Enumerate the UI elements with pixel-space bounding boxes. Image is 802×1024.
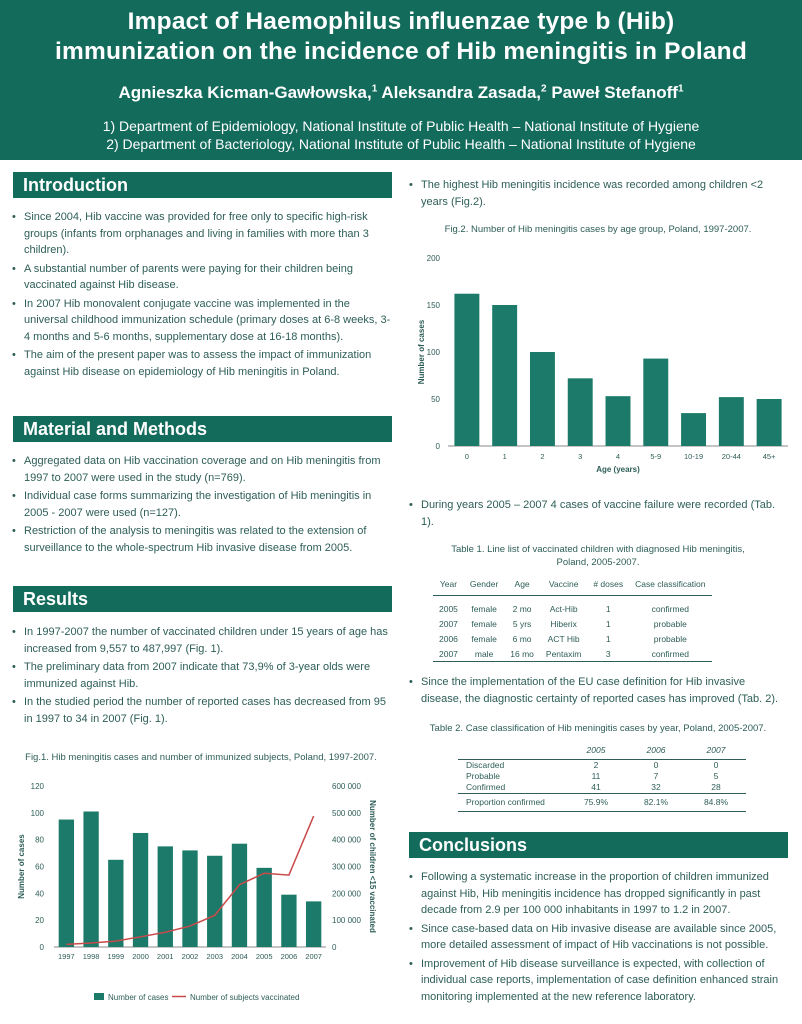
- fig1-xtick-label: 1998: [82, 952, 100, 961]
- fig1-ytick-label: 20: [35, 916, 44, 926]
- t1-cell: probable: [653, 633, 687, 644]
- fig1-legend-bar-label: Number of cases: [108, 993, 169, 1002]
- t2-cell: 11: [591, 771, 601, 781]
- t2-cell: 0: [713, 760, 719, 770]
- t2-h-blank: [458, 743, 566, 760]
- t2-cell: 84.8%: [686, 794, 746, 812]
- title-line-2: immunization on the incidence of Hib meningitis in Poland: [55, 38, 747, 65]
- intro-bullet-1: • Since 2004, Hib vaccine was provided for free only to specific high-risk groups (infants from orphanages and living in families with more than 3 children).: [12, 209, 394, 259]
- fig1-bar: [108, 860, 123, 947]
- fig2-xtick-label: 1: [502, 452, 507, 461]
- fig1-xtick-label: 2007: [305, 952, 322, 961]
- fig1-ytick-label: 120: [30, 782, 44, 791]
- results-list: [12, 624, 394, 729]
- fig1-ytick-right-label: 400 000: [332, 835, 361, 845]
- t2-cell: 0: [653, 760, 659, 770]
- fig1-ytick-right-label: 200 000: [332, 889, 361, 899]
- fig2-bar: [681, 413, 706, 446]
- fig1-xtick-label: 2000: [132, 952, 149, 961]
- fig1-bar: [257, 868, 272, 947]
- conclusion-bullet-1: • Following a systematic increase in the proportion of children immunized against Hib, Hib meningitis incidence has dropped significantly in past decade from 2.9 per 100 000 inhabitants in 1997 to 1.2 in 2007.: [409, 869, 789, 919]
- fig1-bar: [207, 856, 222, 947]
- fig2-xlabel: Age (years): [596, 465, 640, 474]
- conclusion-bullet-2: • Since case-based data on Hib invasive disease are available since 2005, more detailed assessment of impact of Hib vaccinations is not possible.: [409, 921, 789, 954]
- intro-bullet-2: • A substantial number of parents were paying for their children being vaccinated against Hib disease.: [12, 261, 394, 294]
- fig1-chart: [6, 770, 396, 1015]
- fig2-xtick-label: 45+: [762, 452, 776, 461]
- age-bullet-list: [409, 177, 787, 212]
- authors: [0, 83, 802, 103]
- results-bullet-1: • In 1997-2007 the number of vaccinated children under 15 years of age has increased from 9,557 to 487,997 (Fig. 1).: [12, 624, 394, 657]
- affiliation-2: 2) Department of Bacteriology, National Institute of Public Health – National Institute of Hygiene: [106, 136, 696, 152]
- table1-caption: [409, 543, 787, 569]
- table1-caption-line1: Table 1. Line list of vaccinated children with diagnosed Hib meningitis,: [451, 544, 745, 555]
- fig2-bar: [606, 396, 631, 446]
- t1-h-vaccine: Vaccine: [540, 576, 587, 596]
- fig2-ytick-label: 200: [426, 254, 440, 263]
- t1-cell: female: [471, 633, 497, 644]
- fig2-ylabel: Number of cases: [417, 319, 426, 385]
- author-3-affil: 1: [677, 83, 684, 95]
- t1-cell: female: [471, 618, 497, 629]
- methods-bullet-3: • Restriction of the analysis to meningitis was related to the extension of surveillance to the whole-spectrum Hib invasive disease from 2005.: [12, 523, 394, 556]
- fig1-ylabel-right: Number of children <15 vaccinated: [368, 800, 377, 933]
- t1-cell: 2005: [439, 603, 458, 614]
- table2-caption: Table 2. Case classification of Hib meningitis cases by year, Poland, 2005-2007.: [429, 723, 767, 734]
- fig1-bar: [306, 901, 321, 947]
- fig1-ytick-right-label: 0: [332, 943, 337, 952]
- fig2-bar: [492, 305, 517, 446]
- fig2-ytick-label: 50: [431, 395, 440, 404]
- fig2-xtick-label: 3: [578, 452, 583, 461]
- t2-cell: Confirmed: [466, 782, 506, 792]
- t1-cell: Act-Hib: [549, 603, 578, 614]
- intro-bullet-4: • The aim of the present paper was to assess the impact of immunization against Hib disease on epidemiology of Hib meningitis in Poland.: [12, 347, 394, 380]
- table-row: [433, 616, 712, 631]
- fig2-ytick-label: 0: [435, 442, 440, 451]
- fig1-ytick-right-label: 600 000: [332, 782, 361, 791]
- author-1: Agnieszka Kicman-Gawłowska,: [118, 83, 372, 102]
- t2-h-2006: 2006: [626, 743, 686, 760]
- t2-h-2005: 2005: [566, 743, 626, 760]
- fig1-xtick-label: 2001: [156, 952, 174, 961]
- t1-cell: 3: [587, 646, 629, 662]
- fig1-bar: [133, 833, 148, 947]
- fig1-bar: [232, 844, 247, 947]
- fig2-bar: [568, 378, 593, 446]
- fig1-bar: [281, 895, 296, 947]
- t1-h-age: Age: [504, 576, 540, 596]
- t2-cell: 28: [711, 782, 721, 792]
- table-row: [433, 631, 712, 646]
- table2: [458, 743, 746, 812]
- fig1-ytick-right-label: 100 000: [332, 916, 361, 926]
- fig1-xtick-label: 2004: [231, 952, 248, 961]
- table1-header-row: [433, 576, 712, 596]
- table-row: [458, 794, 746, 812]
- table-row: [458, 771, 746, 782]
- fig2-xtick-label: 2: [540, 452, 545, 461]
- t2-cell: 2: [593, 760, 599, 770]
- t1-cell: 2006: [439, 633, 458, 644]
- table-row: [433, 646, 712, 662]
- fig1-ytick-label: 0: [39, 943, 44, 952]
- author-2: Aleksandra Zasada,: [381, 83, 542, 102]
- fig2-bar: [757, 399, 782, 446]
- affiliations: [0, 117, 802, 153]
- vaccine-failure-bullet: • During years 2005 – 2007 4 cases of vaccine failure were recorded (Tab. 1).: [409, 497, 787, 530]
- fig1-ylabel: Number of cases: [17, 834, 26, 899]
- affiliation-1: 1) Department of Epidemiology, National Institute of Public Health – National Institute of Hygiene: [102, 118, 700, 134]
- t1-cell: confirmed: [629, 646, 711, 662]
- t2-h-2007: 2007: [686, 743, 746, 760]
- fig1-ytick-right-label: 500 000: [332, 808, 361, 818]
- poster-header: [0, 0, 802, 160]
- methods-list: [12, 453, 394, 558]
- fig2-bar: [643, 359, 668, 446]
- results-bullet-3: • In the studied period the number of reported cases has decreased from 95 in 1997 to 34 in 2007 (Fig. 1).: [12, 694, 394, 727]
- methods-heading: Material and Methods: [13, 416, 392, 442]
- t1-cell: confirmed: [651, 603, 689, 614]
- t1-h-class: Case classification: [629, 576, 711, 596]
- poster-title: [0, 0, 802, 67]
- author-2-affil: 2: [541, 83, 547, 95]
- fig2-xtick-label: 4: [615, 452, 621, 461]
- introduction-list: [12, 209, 394, 382]
- t1-cell: male: [464, 646, 504, 662]
- t1-h-year: Year: [433, 576, 464, 596]
- t2-cell: 75.9%: [566, 794, 626, 812]
- vf-bullet-list: [409, 497, 787, 532]
- fig1-ytick-label: 100: [30, 808, 44, 818]
- table-row: [433, 596, 712, 617]
- t1-cell: ACT Hib: [547, 633, 580, 644]
- fig2-xtick-label: 5-9: [650, 452, 662, 461]
- table2-header-row: [458, 743, 746, 760]
- table-row: [458, 782, 746, 794]
- results-heading: Results: [13, 586, 392, 612]
- fig1-xtick-label: 1999: [107, 952, 125, 961]
- t1-cell: 16 mo: [504, 646, 540, 662]
- fig1-bar: [59, 820, 74, 947]
- fig1-xtick-label: 1997: [58, 952, 75, 961]
- fig2-xtick-label: 0: [464, 452, 469, 461]
- fig2-bar: [719, 397, 744, 446]
- fig1-xtick-label: 2003: [206, 952, 224, 961]
- fig1-ytick-right-label: 300 000: [332, 862, 361, 872]
- age-bullet: • The highest Hib meningitis incidence was recorded among children <2 years (Fig.2).: [409, 177, 787, 210]
- fig1-legend-bar-swatch: [94, 993, 104, 1000]
- t1-cell: Hiberix: [550, 618, 577, 629]
- t2-cell: 32: [651, 782, 661, 792]
- fig2-ytick-label: 150: [426, 301, 440, 310]
- t1-cell: 5 yrs: [512, 618, 532, 629]
- t1-h-doses: # doses: [587, 576, 629, 596]
- author-3: Paweł Stefanoff: [551, 83, 678, 102]
- fig1-xtick-label: 2006: [280, 952, 298, 961]
- t2-cell: Discarded: [466, 760, 505, 770]
- t1-cell: 2007: [433, 646, 464, 662]
- fig1-legend-line-label: Number of subjects vaccinated: [190, 993, 300, 1002]
- table1: [433, 576, 712, 662]
- introduction-heading: Introduction: [13, 172, 392, 198]
- conclusions-list: [409, 869, 789, 1007]
- t1-cell: Pentaxim: [540, 646, 587, 662]
- fig1-bar: [182, 850, 197, 947]
- fig2-chart: [412, 246, 792, 478]
- intro-bullet-3: • In 2007 Hib monovalent conjugate vaccine was implemented in the universal childhood immunization schedule (primary doses at 6-8 weeks, 3-4 months and 5-6 months, supplementary dose at 16-18 months).: [12, 296, 394, 346]
- fig2-bar: [530, 352, 555, 446]
- eu-definition-bullet: • Since the implementation of the EU case definition for Hib invasive disease, the diagnostic certainty of reported cases has improved (Tab. 2).: [409, 674, 787, 707]
- fig2-xtick-label: 10-19: [683, 452, 704, 461]
- fig1-ytick-label: 60: [35, 862, 44, 872]
- t2-cell: Proportion confirmed: [458, 794, 566, 812]
- t1-cell: 1: [605, 633, 611, 644]
- conclusions-heading: Conclusions: [409, 832, 788, 858]
- t1-cell: 1: [605, 603, 611, 614]
- t1-cell: 2 mo: [512, 603, 532, 614]
- t1-h-gender: Gender: [464, 576, 504, 596]
- fig1-caption: Fig.1. Hib meningitis cases and number of immunized subjects, Poland, 1997-2007.: [25, 752, 377, 763]
- t1-cell: probable: [653, 618, 687, 629]
- author-1-affil: 1: [371, 83, 378, 95]
- t2-cell: 82.1%: [626, 794, 686, 812]
- t1-cell: 6 mo: [512, 633, 532, 644]
- fig1-ytick-label: 80: [35, 835, 44, 845]
- t1-cell: female: [471, 603, 497, 614]
- fig2-xtick-label: 20-44: [721, 452, 741, 461]
- eu-bullet-list: [409, 674, 787, 709]
- conclusion-bullet-3: • Improvement of Hib disease surveillance is expected, with collection of individual case reports, implementation of case definition enhanced strain monitoring implemented at the new reference laboratory.: [409, 956, 789, 1006]
- t2-cell: 41: [591, 782, 601, 792]
- results-bullet-2: • The preliminary data from 2007 indicate that 73,9% of 3-year olds were immunized against Hib.: [12, 659, 394, 692]
- t2-cell: 5: [713, 771, 719, 781]
- fig2-bar: [454, 294, 479, 446]
- fig1-ytick-label: 40: [35, 889, 44, 899]
- t2-cell: 7: [653, 771, 659, 781]
- methods-bullet-1: • Aggregated data on Hib vaccination coverage and on Hib meningitis from 1997 to 2007 were used in the study (n=769).: [12, 453, 394, 486]
- fig1-xtick-label: 2002: [181, 952, 199, 961]
- title-line-1: Impact of Haemophilus influenzae type b (Hib): [127, 8, 675, 35]
- table1-caption-line2: Poland, 2005-2007.: [556, 557, 640, 568]
- t1-cell: 1: [605, 618, 611, 629]
- fig2-ytick-label: 100: [426, 348, 440, 357]
- fig2-caption: Fig.2. Number of Hib meningitis cases by age group, Poland, 1997-2007.: [444, 224, 752, 235]
- table-row: [458, 760, 746, 772]
- t1-cell: 2007: [439, 618, 458, 629]
- methods-bullet-2: • Individual case forms summarizing the investigation of Hib meningitis in 2005 - 2007 were used (n=127).: [12, 488, 394, 521]
- t2-cell: Probable: [466, 771, 501, 781]
- fig1-xtick-label: 2005: [255, 952, 273, 961]
- fig1-bar: [83, 811, 98, 947]
